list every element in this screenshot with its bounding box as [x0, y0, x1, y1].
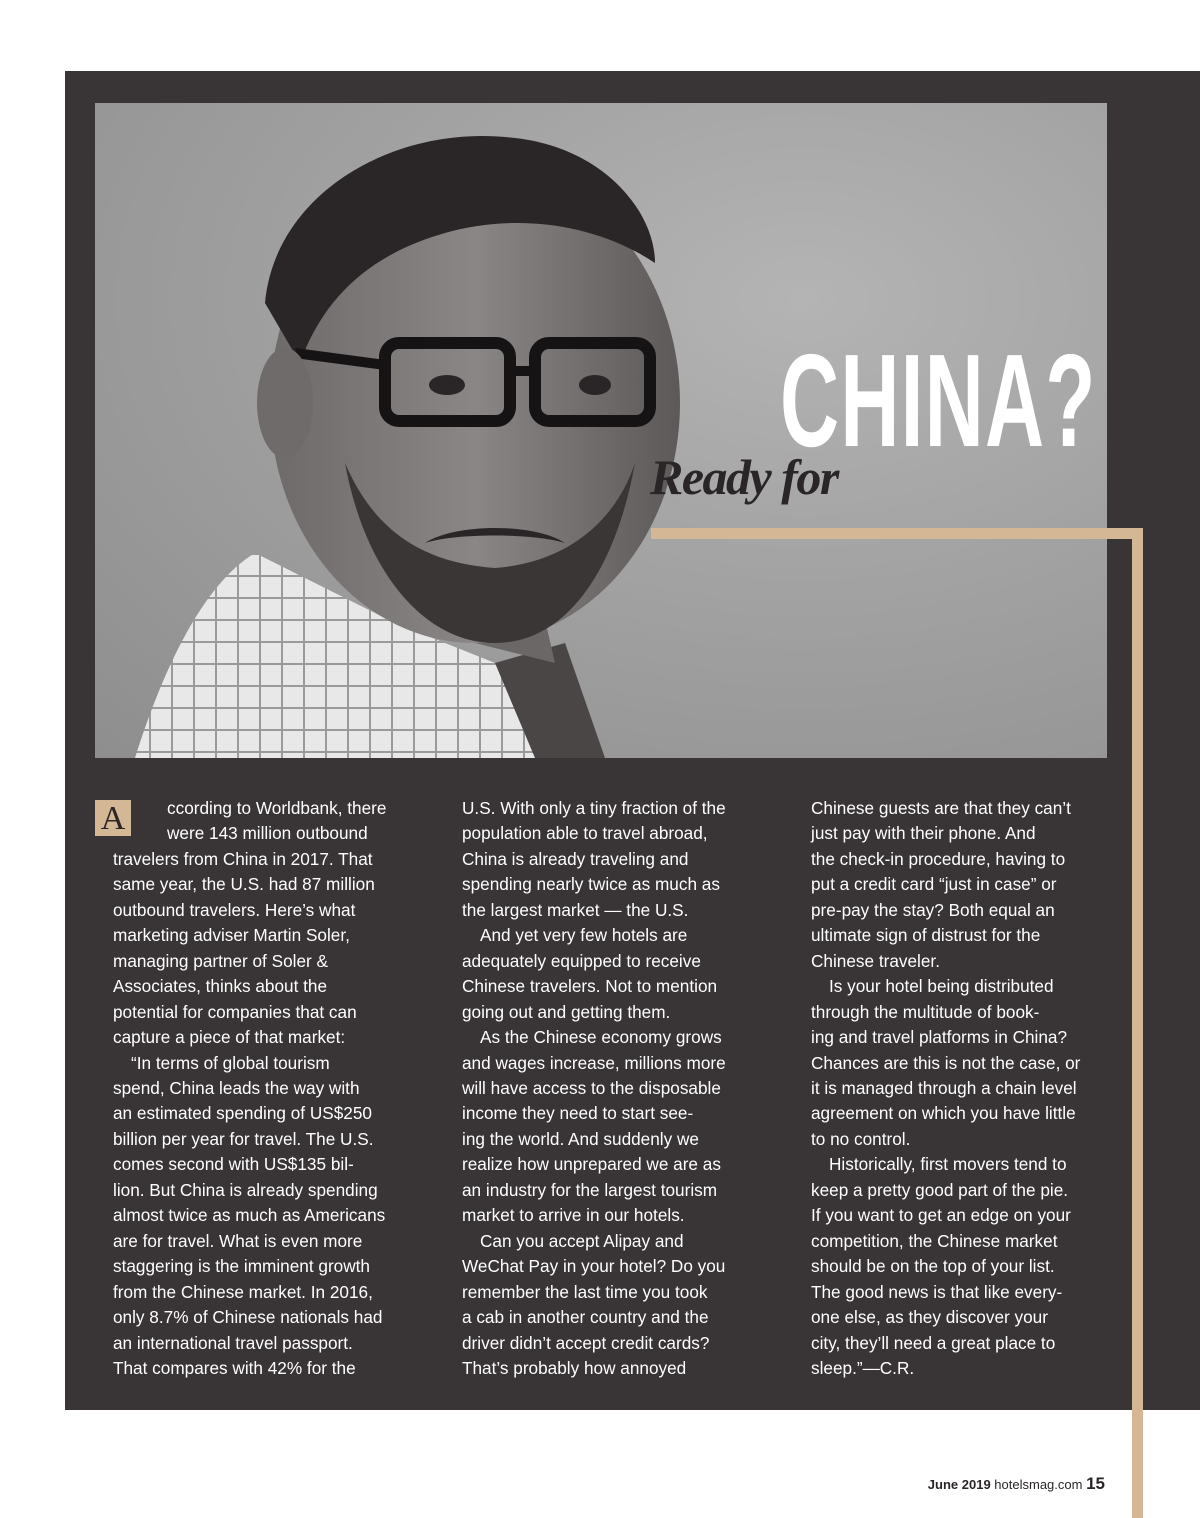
article-paragraph — [793, 796, 1111, 974]
text-line: only 8.7% of Chinese nationals had — [113, 1307, 383, 1328]
text-line: the largest market — the U.S. — [462, 899, 689, 920]
text-line: almost twice as much as Americans — [113, 1205, 386, 1226]
text-line: Is your hotel being distributed — [829, 976, 1054, 997]
text-line: population able to travel abroad, — [462, 823, 708, 844]
text-line: Historically, first movers tend to — [829, 1154, 1067, 1175]
drop-cap: A — [95, 800, 131, 836]
text-line: And yet very few hotels are — [480, 925, 688, 946]
text-line: just pay with their phone. And — [811, 823, 1036, 844]
text-line: an industry for the largest tourism — [462, 1179, 718, 1200]
text-line: The good news is that like every- — [811, 1281, 1063, 1302]
text-line: Associates, thinks about the — [113, 976, 328, 997]
text-line: spending nearly twice as much as — [462, 874, 720, 895]
text-line: travelers from China in 2017. That — [113, 848, 373, 869]
text-line: a cab in another country and the — [462, 1307, 709, 1328]
text-line: competition, the Chinese market — [811, 1230, 1058, 1251]
column-1-text — [95, 796, 413, 1381]
text-line: income they need to start see- — [462, 1103, 694, 1124]
article-column-2 — [444, 796, 762, 1381]
article-paragraph — [95, 1051, 413, 1382]
headline-china: CHINA? — [780, 327, 1097, 474]
text-line: one else, as they discover your — [811, 1307, 1048, 1328]
text-line: through the multitude of book- — [811, 1001, 1040, 1022]
column-2-text — [444, 796, 762, 1381]
text-line: Can you accept Alipay and — [480, 1230, 684, 1251]
text-line: As the Chinese economy grows — [480, 1027, 722, 1048]
article-paragraph — [444, 1025, 762, 1229]
text-line: ultimate sign of distrust for the — [811, 925, 1041, 946]
article-paragraph — [95, 796, 413, 1051]
text-line: outbound travelers. Here’s what — [113, 899, 356, 920]
text-line: agreement on which you have little — [811, 1103, 1076, 1124]
text-line: adequately equipped to receive — [462, 950, 701, 971]
text-line: sleep.”—C.R. — [811, 1357, 915, 1378]
headline-ready-for: Ready for — [650, 449, 838, 505]
article-paragraph — [444, 923, 762, 1025]
text-line: spend, China leads the way with — [113, 1077, 360, 1098]
text-line: WeChat Pay in your hotel? Do you — [462, 1256, 726, 1277]
text-line: were 143 million outbound — [167, 823, 368, 844]
text-line: the check-in procedure, having to — [811, 848, 1066, 869]
text-line: are for travel. What is even more — [113, 1230, 363, 1251]
text-line: will have access to the disposable — [462, 1077, 721, 1098]
page-number: 15 — [1086, 1474, 1105, 1493]
text-line: Chinese travelers. Not to mention — [462, 976, 718, 997]
text-line: pre-pay the stay? Both equal an — [811, 899, 1055, 920]
text-line: Chinese traveler. — [811, 950, 940, 971]
text-line: should be on the top of your list. — [811, 1256, 1055, 1277]
text-line: That compares with 42% for the — [113, 1357, 356, 1378]
text-line: capture a piece of that market: — [113, 1027, 346, 1048]
text-line: same year, the U.S. had 87 million — [113, 874, 375, 895]
issue-date: June 2019 — [927, 1477, 991, 1492]
text-line: it is managed through a chain level — [811, 1077, 1077, 1098]
text-line: billion per year for travel. The U.S. — [113, 1128, 374, 1149]
text-line: “In terms of global tourism — [131, 1052, 330, 1073]
text-line: city, they’ll need a great place to — [811, 1332, 1056, 1353]
text-line: to no control. — [811, 1128, 911, 1149]
text-line: ccording to Worldbank, there — [167, 798, 387, 818]
article-paragraph — [444, 796, 762, 923]
page-folio — [928, 1474, 1105, 1494]
text-line: potential for companies that can — [113, 1001, 357, 1022]
text-line: ing the world. And suddenly we — [462, 1128, 699, 1149]
text-line: If you want to get an edge on your — [811, 1205, 1071, 1226]
text-line: That’s probably how annoyed — [462, 1357, 687, 1378]
text-line: China is already traveling and — [462, 848, 689, 869]
text-line: from the Chinese market. In 2016, — [113, 1281, 373, 1302]
text-line: realize how unprepared we are as — [462, 1154, 721, 1175]
article-column-1 — [95, 796, 413, 1381]
text-line: staggering is the imminent growth — [113, 1256, 370, 1277]
website: hotelsmag.com — [994, 1477, 1083, 1492]
text-line: remember the last time you took — [462, 1281, 708, 1302]
column-3-text — [793, 796, 1111, 1381]
accent-rule-horizontal — [651, 528, 1143, 539]
text-line: ing and travel platforms in China? — [811, 1027, 1068, 1048]
text-line: keep a pretty good part of the pie. — [811, 1179, 1069, 1200]
text-line: Chances are this is not the case, or — [811, 1052, 1081, 1073]
text-line: comes second with US$135 bil- — [113, 1154, 354, 1175]
article-column-3 — [793, 796, 1111, 1381]
text-line: an estimated spending of US$250 — [113, 1103, 372, 1124]
text-line: U.S. With only a tiny fraction of the — [462, 798, 726, 818]
text-line: managing partner of Soler & — [113, 950, 328, 971]
text-line: Chinese guests are that they can’t — [811, 798, 1071, 818]
article-paragraph — [793, 974, 1111, 1152]
text-line: lion. But China is already spending — [113, 1179, 378, 1200]
article-paragraph — [793, 1152, 1111, 1381]
text-line: and wages increase, millions more — [462, 1052, 726, 1073]
text-line: driver didn’t accept credit cards? — [462, 1332, 710, 1353]
article-paragraph — [444, 1229, 762, 1382]
text-line: an international travel passport. — [113, 1332, 353, 1353]
text-line: put a credit card “just in case” or — [811, 874, 1057, 895]
text-line: going out and getting them. — [462, 1001, 671, 1022]
accent-rule-vertical — [1132, 528, 1143, 1518]
text-line: market to arrive in our hotels. — [462, 1205, 685, 1226]
text-line: marketing adviser Martin Soler, — [113, 925, 350, 946]
